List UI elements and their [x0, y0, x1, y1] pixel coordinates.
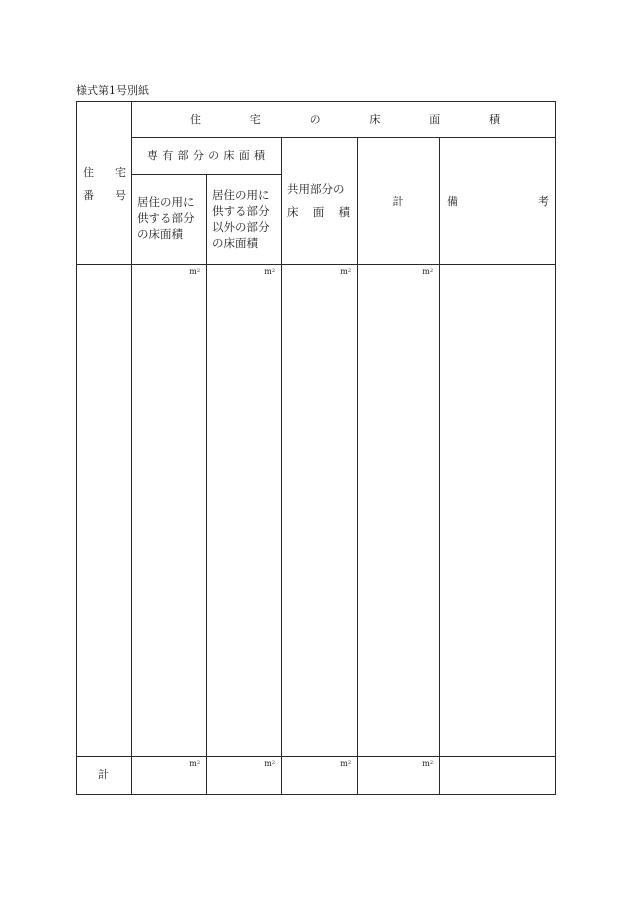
residential-use-area-header: 居住の用に 供する部分 の床面積 [137, 195, 195, 241]
table-border-right [555, 101, 556, 795]
unit-mark: $m^2$ [422, 759, 433, 768]
table-border-left [76, 101, 77, 795]
total-row-label: 計 [98, 768, 109, 781]
unit-mark: $m^2$ [264, 759, 275, 768]
column-divider-5 [439, 137, 440, 795]
housing-number-line2: 番 号 [83, 189, 126, 202]
header-bottom-line [76, 264, 556, 265]
unit-mark: $m^2$ [340, 759, 351, 768]
form-title: 様式第1号別紙 [76, 84, 149, 97]
column-divider-3 [281, 137, 282, 795]
total-header: 計 [392, 195, 404, 208]
exclusive-area-header: 専 有 部 分 の 床 面 積 [147, 149, 265, 162]
unit-mark: $m^2$ [189, 759, 200, 768]
unit-mark: $m^2$ [422, 267, 433, 276]
header-divider-1 [131, 137, 556, 138]
common-area-header-line2: 床 面 積 [287, 205, 350, 219]
floor-area-title: 住 宅 の 床 面 積 [190, 113, 500, 126]
column-divider-4 [357, 137, 358, 795]
remarks-header: 備 考 [447, 195, 549, 208]
floor-area-table [76, 101, 556, 795]
unit-mark: $m^2$ [340, 267, 351, 276]
housing-number-line1: 住 宅 [83, 166, 126, 179]
total-row-line [76, 756, 556, 757]
column-divider-1 [131, 101, 132, 795]
common-area-header-line1: 共用部分の [287, 182, 345, 196]
unit-mark: $m^2$ [264, 267, 275, 276]
table-border-top [76, 101, 556, 102]
non-residential-use-area-header: 居住の用に 供する部分 以外の部分 の床面積 [212, 188, 270, 250]
table-border-bottom [76, 794, 556, 795]
column-divider-2 [206, 174, 207, 795]
unit-mark: $m^2$ [189, 267, 200, 276]
